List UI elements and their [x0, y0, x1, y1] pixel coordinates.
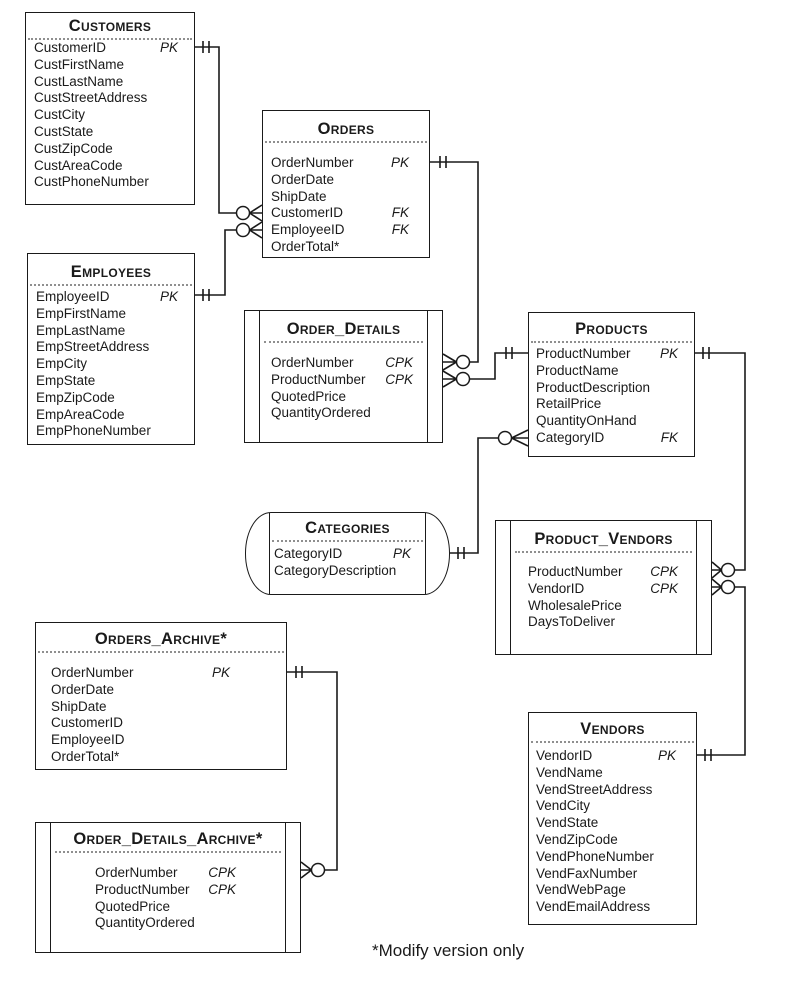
- relationship-customers-orders: [195, 41, 262, 221]
- field-key-label: [226, 899, 236, 916]
- field-row: [51, 665, 230, 682]
- field-row: [36, 339, 178, 356]
- field-row: [528, 564, 678, 581]
- field-key-label: [226, 915, 236, 932]
- field-key-label: [668, 598, 678, 615]
- field-row: [271, 172, 409, 189]
- field-row: [36, 423, 178, 440]
- field-row: [528, 581, 678, 598]
- field-row: [271, 155, 409, 172]
- field-row: [536, 832, 676, 849]
- field-row: [536, 798, 676, 815]
- field-row: [536, 748, 676, 765]
- field-row: [536, 815, 676, 832]
- field-name: VendState: [536, 815, 599, 831]
- field-list: [529, 743, 696, 916]
- field-row: [536, 413, 678, 430]
- field-key-label: CPK: [385, 371, 413, 387]
- field-name: VendorID: [536, 748, 593, 763]
- field-row: [34, 90, 178, 107]
- field-row: [36, 407, 178, 424]
- field-key-label: [168, 373, 178, 390]
- field-name: EmpState: [36, 372, 96, 388]
- field-list: [513, 553, 694, 631]
- field-name: OrderDate: [271, 171, 335, 187]
- entity-orders: [262, 110, 430, 258]
- entity-title: Products: [575, 320, 648, 338]
- field-row: [271, 405, 413, 422]
- field-list: [53, 853, 283, 932]
- field-key-label: [401, 563, 411, 580]
- field-name: OrderNumber: [51, 665, 134, 680]
- field-list: [262, 343, 425, 422]
- field-row: [271, 189, 409, 206]
- field-row: [34, 40, 178, 57]
- field-name: ProductDescription: [536, 379, 651, 395]
- field-key-label: CPK: [385, 355, 413, 370]
- field-key-label: [666, 882, 676, 899]
- field-key-label: CPK: [208, 865, 236, 880]
- field-key-label: [666, 815, 676, 832]
- field-row: [536, 396, 678, 413]
- field-key-label: [666, 849, 676, 866]
- field-row: [536, 882, 676, 899]
- field-list: [26, 40, 194, 191]
- entity-categories: [245, 512, 450, 595]
- field-key-label: [668, 614, 678, 631]
- field-key-label: [168, 90, 178, 107]
- field-row: [271, 239, 409, 256]
- field-name: EmpLastName: [36, 322, 126, 338]
- field-row: [536, 430, 678, 447]
- field-row: [51, 732, 230, 749]
- field-key-label: CPK: [650, 580, 678, 596]
- entity-order-details-archive: [35, 822, 301, 953]
- entity-employees: [27, 253, 195, 445]
- field-key-label: [168, 407, 178, 424]
- entity-title: Order_Details: [286, 320, 401, 338]
- footnote: *Modify version only: [372, 941, 525, 960]
- field-list: [272, 542, 423, 580]
- field-row: [36, 390, 178, 407]
- field-name: CustAreaCode: [34, 157, 123, 173]
- entity-orders-archive: [35, 622, 287, 770]
- field-name: ProductNumber: [95, 881, 190, 897]
- field-row: [536, 782, 676, 799]
- entity-title: Vendors: [580, 720, 645, 738]
- field-row: [95, 865, 236, 882]
- entity-title: Order_Details_Archive*: [73, 830, 263, 848]
- field-name: VendZipCode: [536, 831, 618, 847]
- field-name: EmpZipCode: [36, 389, 115, 405]
- field-key-label: [168, 124, 178, 141]
- field-name: CustLastName: [34, 73, 124, 89]
- field-key-label: PK: [659, 346, 678, 361]
- field-name: CategoryID: [274, 546, 343, 561]
- field-name: OrderNumber: [271, 355, 354, 370]
- field-row: [34, 124, 178, 141]
- field-name: VendWebPage: [536, 882, 626, 898]
- field-row: [536, 849, 676, 866]
- field-name: QuotedPrice: [95, 898, 171, 914]
- field-key-label: FK: [391, 205, 409, 221]
- field-row: [95, 899, 236, 916]
- field-key-label: CPK: [650, 564, 678, 579]
- field-key-label: [403, 405, 413, 422]
- field-key-label: [668, 413, 678, 430]
- field-key-label: [168, 356, 178, 373]
- relationship-employees-orders: [195, 222, 262, 301]
- entity-vendors: [528, 712, 697, 925]
- field-key-label: CPK: [208, 881, 236, 897]
- field-row: [34, 107, 178, 124]
- field-list: [28, 286, 194, 440]
- field-key-label: [399, 189, 409, 206]
- entity-title: Product_Vendors: [534, 530, 673, 548]
- field-key-label: [168, 306, 178, 323]
- field-name: OrderNumber: [95, 865, 178, 880]
- field-name: CategoryDescription: [274, 562, 397, 578]
- field-name: WholesalePrice: [528, 597, 622, 613]
- field-row: [536, 346, 678, 363]
- field-key-label: [403, 389, 413, 406]
- field-row: [271, 205, 409, 222]
- field-key-label: [220, 715, 230, 732]
- field-name: QuantityOnHand: [536, 413, 637, 429]
- field-row: [36, 289, 178, 306]
- field-name: VendorID: [528, 580, 585, 596]
- field-row: [51, 682, 230, 699]
- field-key-label: [220, 749, 230, 766]
- field-row: [36, 306, 178, 323]
- field-key-label: [666, 866, 676, 883]
- field-name: ShipDate: [51, 698, 107, 714]
- field-name: QuotedPrice: [271, 388, 347, 404]
- field-key-label: [668, 380, 678, 397]
- field-key-label: PK: [392, 546, 411, 561]
- field-name: CustCity: [34, 107, 86, 123]
- field-row: [36, 373, 178, 390]
- field-name: ShipDate: [271, 188, 327, 204]
- field-row: [34, 57, 178, 74]
- field-name: CustFirstName: [34, 56, 125, 72]
- field-row: [95, 882, 236, 899]
- field-key-label: [666, 832, 676, 849]
- field-list: [263, 143, 429, 256]
- field-row: [34, 174, 178, 191]
- field-row: [51, 699, 230, 716]
- field-row: [536, 363, 678, 380]
- field-row: [271, 389, 413, 406]
- field-row: [271, 355, 413, 372]
- field-key-label: [168, 390, 178, 407]
- field-name: EmpFirstName: [36, 305, 127, 321]
- field-name: QuantityOrdered: [95, 915, 195, 931]
- field-key-label: [168, 323, 178, 340]
- entity-product-vendors: [495, 520, 712, 655]
- field-name: OrderTotal*: [271, 238, 340, 254]
- entity-title: Orders: [317, 120, 375, 138]
- field-row: [36, 356, 178, 373]
- field-key-label: [168, 107, 178, 124]
- field-key-label: [168, 141, 178, 158]
- field-name: VendFaxNumber: [536, 865, 638, 881]
- field-key-label: [666, 798, 676, 815]
- field-name: ProductNumber: [528, 564, 623, 579]
- field-key-label: PK: [390, 155, 409, 170]
- field-name: CustStreetAddress: [34, 90, 148, 106]
- field-key-label: PK: [657, 748, 676, 763]
- field-row: [528, 598, 678, 615]
- entity-title: Orders_Archive*: [94, 630, 228, 648]
- relationship-products-orderdetails: [443, 347, 528, 387]
- field-name: CustomerID: [34, 40, 107, 55]
- field-name: ProductName: [536, 362, 619, 378]
- field-name: EmpCity: [36, 356, 88, 372]
- field-key-label: [666, 782, 676, 799]
- field-name: CustState: [34, 123, 94, 139]
- field-row: [536, 380, 678, 397]
- field-name: VendName: [536, 764, 603, 780]
- field-key-label: [168, 74, 178, 91]
- field-key-label: [168, 174, 178, 191]
- field-name: OrderDate: [51, 681, 115, 697]
- field-name: EmployeeID: [51, 732, 125, 748]
- field-name: VendEmailAddress: [536, 899, 651, 915]
- field-key-label: [220, 699, 230, 716]
- field-key-label: FK: [660, 429, 678, 445]
- field-name: CustomerID: [51, 715, 124, 731]
- field-row: [536, 866, 676, 883]
- field-key-label: [168, 339, 178, 356]
- field-name: CategoryID: [536, 429, 605, 445]
- field-name: EmployeeID: [36, 289, 110, 304]
- field-key-label: [668, 363, 678, 380]
- field-key-label: [666, 899, 676, 916]
- field-key-label: [399, 239, 409, 256]
- field-key-label: [668, 396, 678, 413]
- entity-title: Employees: [70, 263, 152, 281]
- field-row: [274, 563, 411, 580]
- field-name: EmpPhoneNumber: [36, 423, 151, 439]
- field-name: VendCity: [536, 798, 591, 814]
- field-name: ProductNumber: [271, 371, 366, 387]
- field-name: VendStreetAddress: [536, 781, 653, 797]
- field-row: [95, 915, 236, 932]
- entity-products: [528, 312, 695, 457]
- field-row: [34, 158, 178, 175]
- field-row: [51, 715, 230, 732]
- field-row: [51, 749, 230, 766]
- field-name: QuantityOrdered: [271, 405, 371, 421]
- field-name: EmpStreetAddress: [36, 339, 150, 355]
- field-key-label: [666, 765, 676, 782]
- field-name: OrderTotal*: [51, 748, 120, 764]
- field-key-label: [168, 57, 178, 74]
- entity-order-details: [244, 310, 443, 443]
- field-row: [271, 372, 413, 389]
- entity-customers: [25, 12, 195, 205]
- field-key-label: [220, 732, 230, 749]
- field-row: [536, 765, 676, 782]
- entity-title: Customers: [68, 17, 152, 35]
- field-key-label: FK: [391, 222, 409, 238]
- field-key-label: [399, 172, 409, 189]
- field-list: [529, 343, 694, 447]
- field-name: CustomerID: [271, 205, 344, 221]
- field-list: [36, 653, 286, 766]
- field-row: [271, 222, 409, 239]
- field-row: [34, 141, 178, 158]
- field-name: RetailPrice: [536, 396, 602, 412]
- field-key-label: [168, 158, 178, 175]
- field-row: [36, 323, 178, 340]
- field-name: VendPhoneNumber: [536, 848, 654, 864]
- field-key-label: PK: [211, 665, 230, 680]
- field-name: DaysToDeliver: [528, 614, 616, 630]
- field-key-label: PK: [159, 289, 178, 304]
- field-name: EmpAreaCode: [36, 406, 125, 422]
- field-row: [528, 614, 678, 631]
- field-row: [274, 546, 411, 563]
- field-row: [34, 74, 178, 91]
- entity-title: Categories: [305, 519, 390, 537]
- field-key-label: [168, 423, 178, 440]
- field-name: OrderNumber: [271, 155, 354, 170]
- field-name: CustZipCode: [34, 140, 113, 156]
- field-key-label: [220, 682, 230, 699]
- field-name: ProductNumber: [536, 346, 631, 361]
- field-name: CustPhoneNumber: [34, 174, 149, 190]
- field-name: EmployeeID: [271, 222, 345, 238]
- field-row: [536, 899, 676, 916]
- field-key-label: PK: [159, 40, 178, 55]
